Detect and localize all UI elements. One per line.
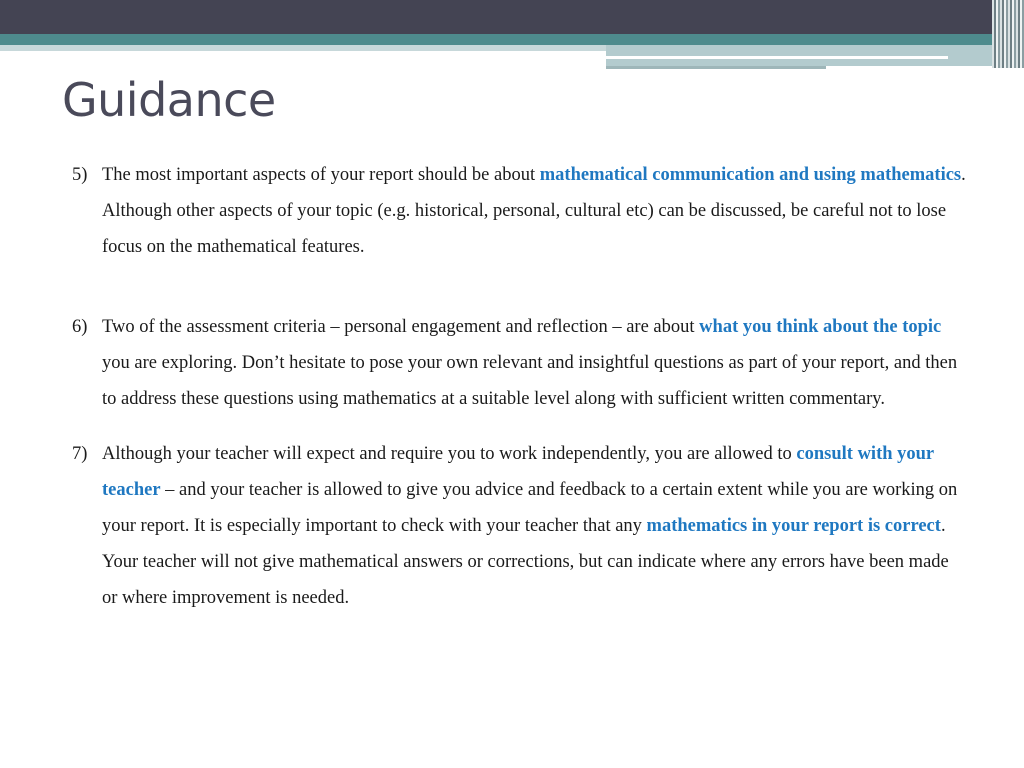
item-text: you are exploring. Don’t hesitate to pose your own relevant and insightful questions as part of your report, and then to address these questions using mathematics at a suitable level along with sufficient written commentary. [102,353,958,409]
header-right-line [606,56,948,59]
item-text: Although your teacher will expect and require you to work independently, you are allowed to [102,444,797,464]
highlighted-text: mathematics in your report is correct [646,516,941,536]
item-number: 7) [72,444,88,464]
guidance-item-6 [72,309,967,417]
guidance-item-5 [72,157,967,265]
header-light-bar [0,45,606,51]
item-text: – and your teacher is allowed to give you advice and feedback to a certain extent while you are working on your report. It is especially important to check with your teacher that any [102,480,958,536]
item-text: . Your teacher will not give mathematical answers or corrections, but can indicate where any errors have been made or where improvement is needed. [102,516,949,608]
item-text: Two of the assessment criteria – personal engagement and reflection – are about [102,317,700,337]
header-stripes-decoration [992,0,1024,68]
highlighted-text: what you think about the topic [699,317,942,337]
item-number: 5) [72,165,88,185]
guidance-list [72,157,967,616]
item-text: . Although other aspects of your topic (e.g. historical, personal, cultural etc) can be discussed, be careful not to lose focus on the mathematical features. [102,165,966,257]
header-teal-bar [0,34,1024,45]
guidance-item-7 [72,436,967,616]
highlighted-text: consult with your teacher [102,444,934,500]
item-number: 6) [72,317,88,337]
item-text: The most important aspects of your report should be about [102,165,540,185]
header-dark-bar [0,0,1024,34]
header-right-underline [606,66,826,69]
highlighted-text: mathematical communication and using mathematics [539,165,962,185]
slide-title: Guidance [62,73,276,127]
